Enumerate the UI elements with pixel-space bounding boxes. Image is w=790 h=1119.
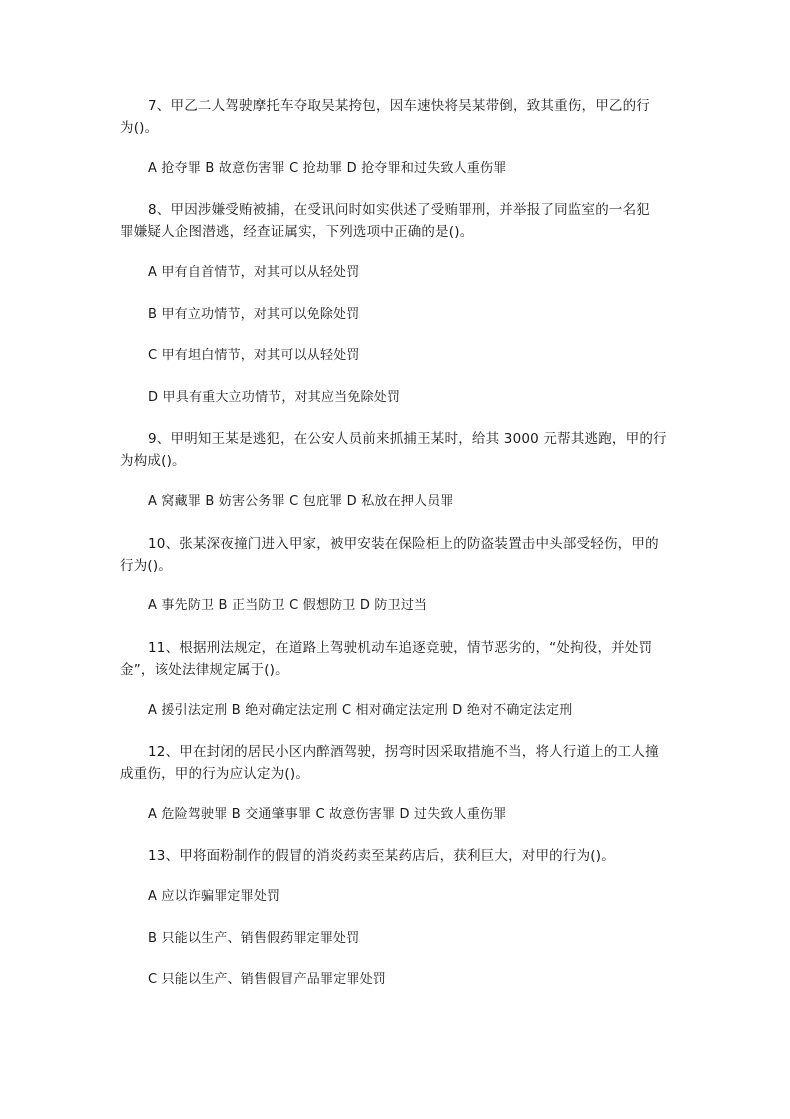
question-7-stem-line-2: 为()。 — [120, 120, 159, 136]
question-13-stem-line-1: 13、甲将面粉制作的假冒的消炎药卖至某药店后，获利巨大，对甲的行为()。 — [148, 848, 615, 864]
question-13-option-c: C 只能以生产、销售假冒产品罪定罪处罚 — [148, 972, 387, 987]
question-8-stem-line-2: 罪嫌疑人企图潜逃，经查证属实，下列选项中正确的是()。 — [120, 224, 474, 240]
question-9-stem-line-2: 为构成()。 — [120, 453, 186, 469]
question-10-options: A 事先防卫 B 正当防卫 C 假想防卫 D 防卫过当 — [148, 598, 428, 613]
question-7-options: A 抢夺罪 B 故意伤害罪 C 抢劫罪 D 抢夺罪和过失致人重伤罪 — [148, 161, 507, 176]
question-11-stem-line-2: 金”，该处法律规定属于()。 — [120, 662, 289, 678]
question-9-stem-line-1: 9、甲明知王某是逃犯，在公安人员前来抓捕王某时，给其 3000 元帮其逃跑，甲的行 — [148, 431, 667, 447]
question-12-options: A 危险驾驶罪 B 交通肇事罪 C 故意伤害罪 D 过失致人重伤罪 — [148, 807, 507, 822]
question-8-stem-line-1: 8、甲因涉嫌受贿被捕，在受讯问时如实供述了受贿罪刑，并举报了同监室的一名犯 — [148, 202, 650, 218]
question-7-stem-line-1: 7、甲乙二人驾驶摩托车夺取吴某挎包，因车速快将吴某带倒，致其重伤，甲乙的行 — [148, 98, 650, 114]
question-10-stem-line-2: 行为()。 — [120, 558, 173, 574]
question-8-option-a: A 甲有自首情节，对其可以从轻处罚 — [148, 265, 360, 280]
question-13-option-b: B 只能以生产、销售假药罪定罪处罚 — [148, 931, 360, 946]
question-8-option-d: D 甲具有重大立功情节，对其应当免除处罚 — [148, 390, 401, 405]
question-11-stem-line-1: 11、根据刑法规定，在道路上驾驶机动车追逐竞驶，情节恶劣的，“处拘役，并处罚 — [148, 640, 653, 656]
question-13-option-a: A 应以诈骗罪定罪处罚 — [148, 889, 281, 904]
question-12-stem-line-2: 成重伤，甲的行为应认定为()。 — [120, 766, 310, 782]
question-8-option-b: B 甲有立功情节，对其可以免除处罚 — [148, 307, 360, 322]
question-8-option-c: C 甲有坦白情节，对其可以从轻处罚 — [148, 348, 360, 363]
question-12-stem-line-1: 12、甲在封闭的居民小区内醉酒驾驶，拐弯时因采取措施不当，将人行道上的工人撞 — [148, 744, 659, 760]
question-11-options: A 援引法定刑 B 绝对确定法定刑 C 相对确定法定刑 D 绝对不确定法定刑 — [148, 703, 573, 718]
question-10-stem-line-1: 10、张某深夜撞门进入甲家，被甲安装在保险柜上的防盗装置击中头部受轻伤，甲的 — [148, 536, 659, 552]
question-9-options: A 窝藏罪 B 妨害公务罪 C 包庇罪 D 私放在押人员罪 — [148, 494, 454, 509]
